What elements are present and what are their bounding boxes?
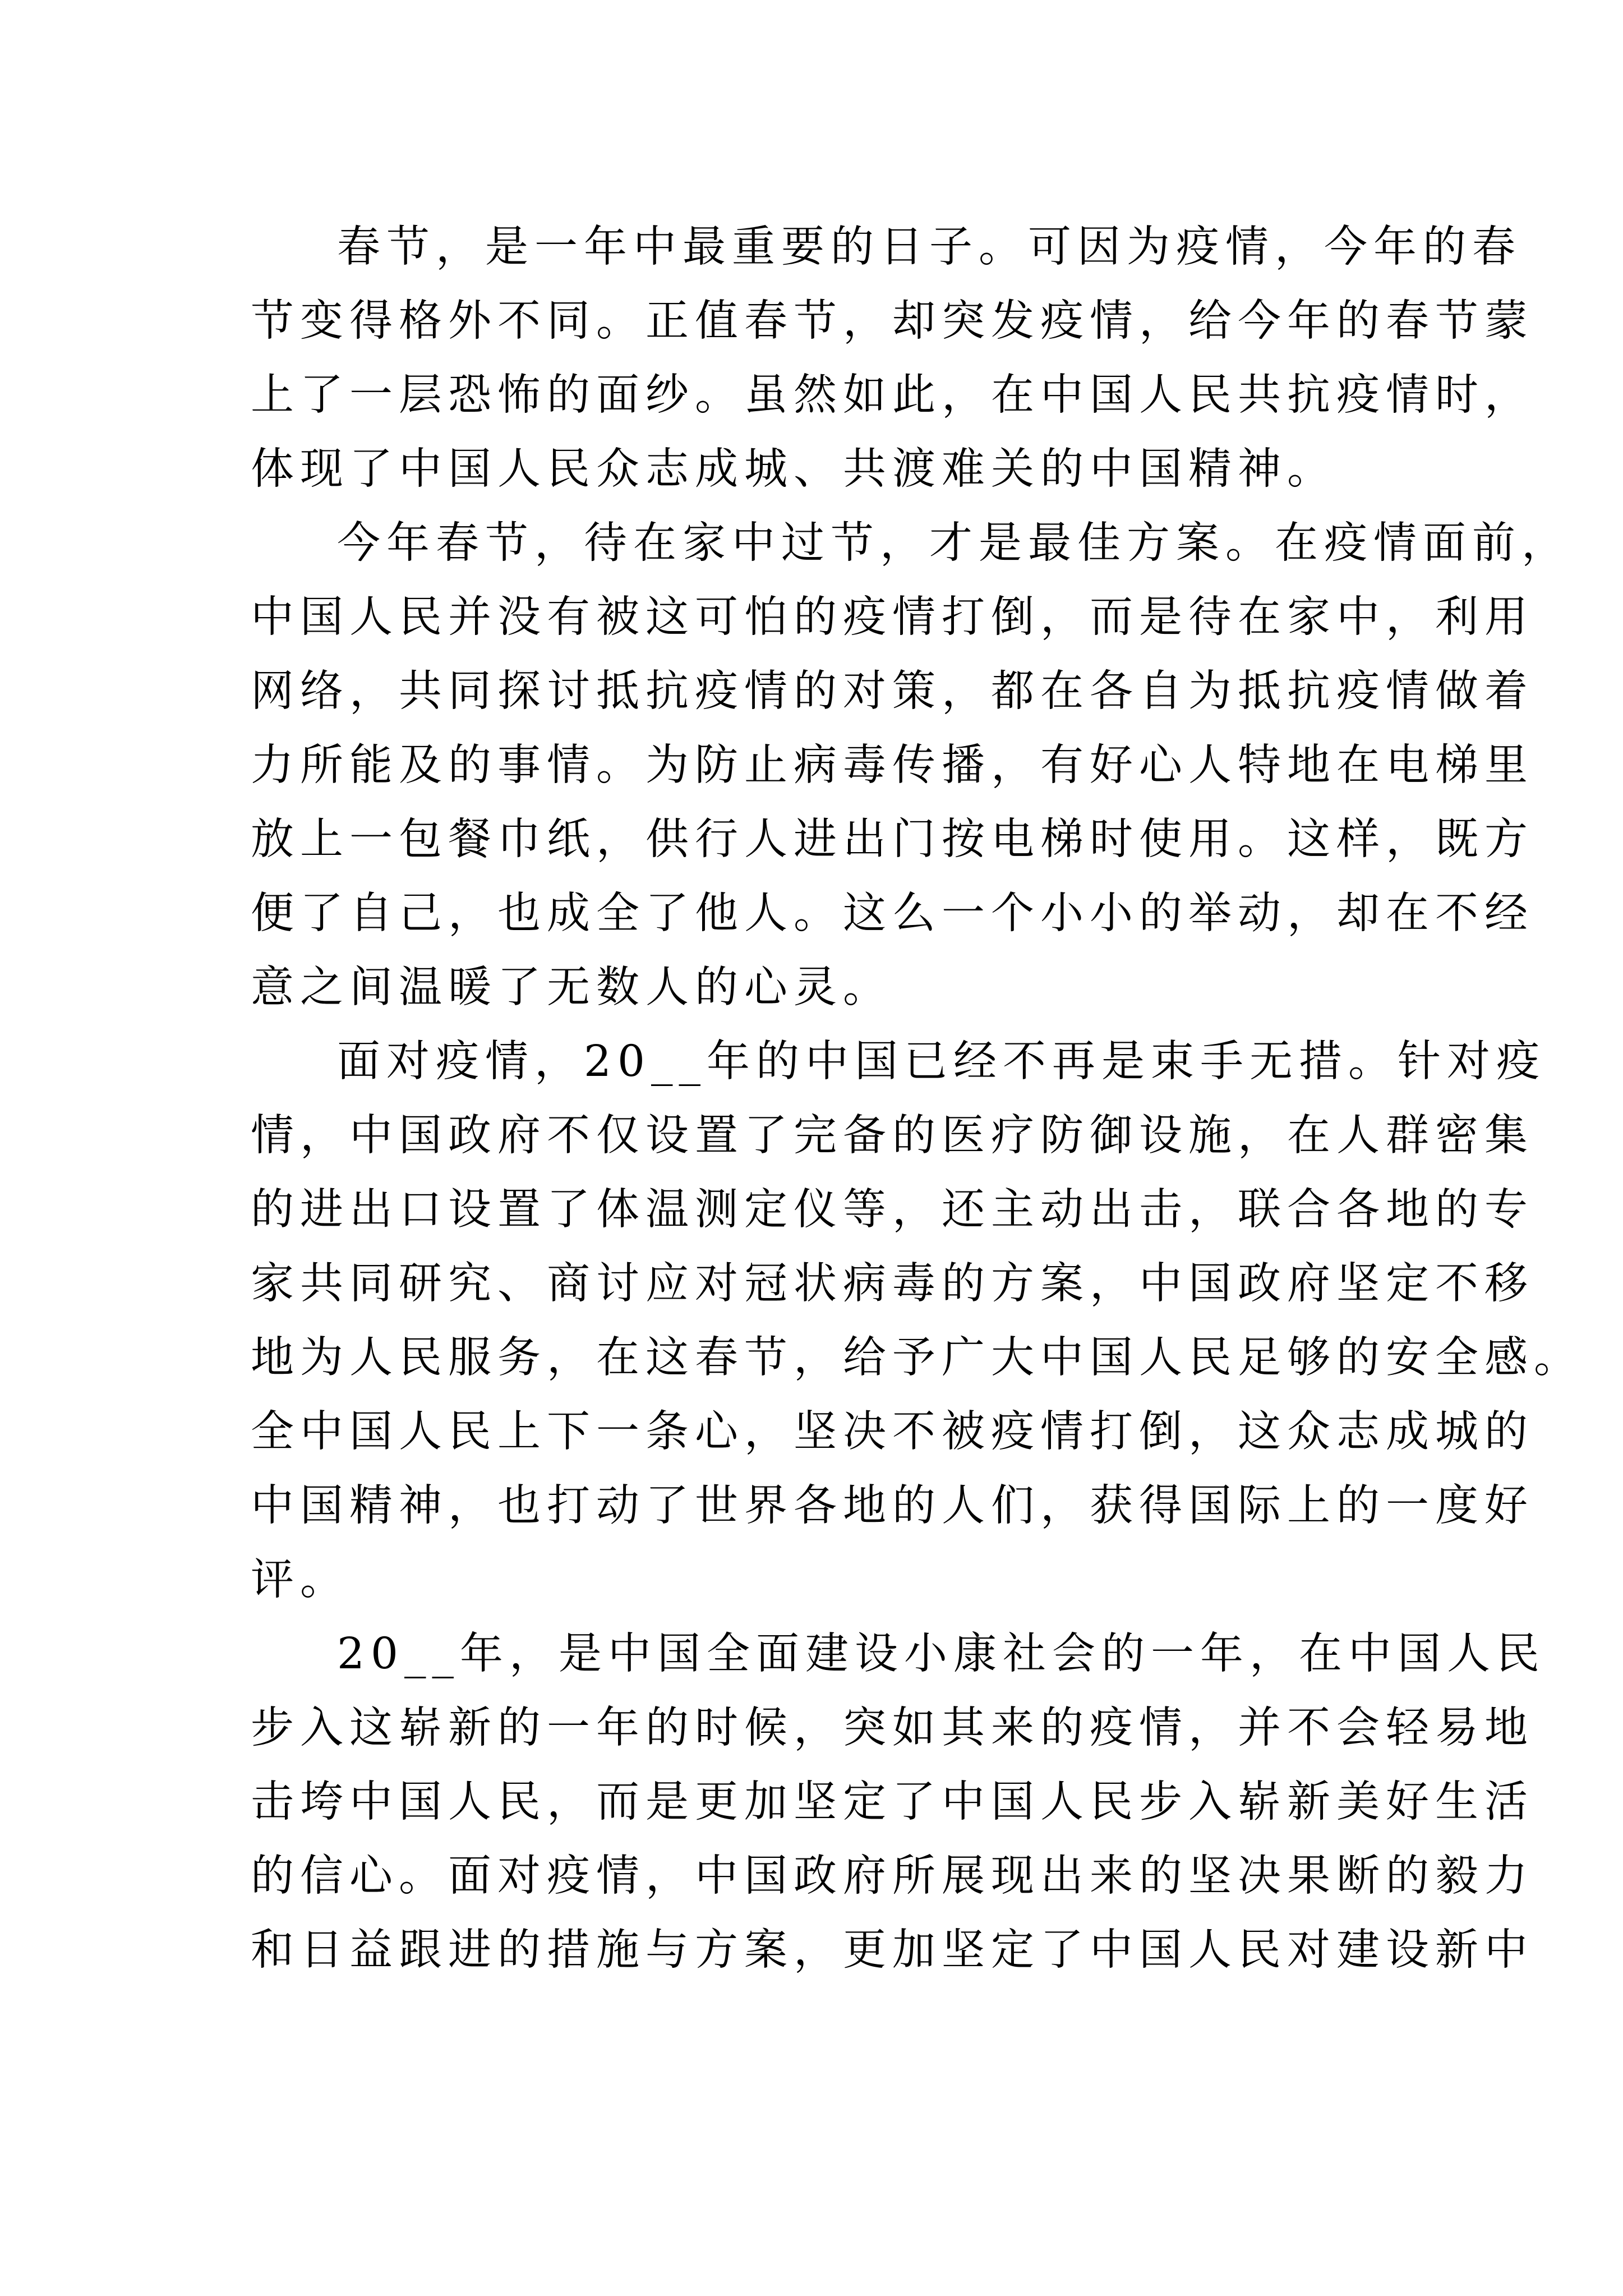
text-line: 地为人民服务，在这春节，给予广大中国人民足够的安全感。: [251, 1333, 1583, 1383]
text-line: 步入这崭新的一年的时候，突如其来的疫情，并不会轻易地: [251, 1703, 1534, 1753]
paragraph-2: [251, 507, 1571, 1025]
text-line: 中国人民并没有被这可怕的疫情打倒，而是待在家中，利用: [251, 592, 1534, 642]
text-line: 节变得格外不同。正值春节，却突发疫情，给今年的春节蒙: [251, 296, 1534, 346]
text-line: 全中国人民上下一条心，坚决不被疫情打倒，这众志成城的: [251, 1407, 1534, 1457]
text-line: 的信心。面对疫情，中国政府所展现出来的坚决果断的毅力: [251, 1851, 1534, 1901]
text-line: 面对疫情，20__年的中国已经不再是束手无措。针对疫: [337, 1037, 1546, 1087]
text-line: 力所能及的事情。为防止病毒传播，有好心人特地在电梯里: [251, 740, 1534, 790]
text-line: 和日益跟进的措施与方案，更加坚定了中国人民对建设新中: [251, 1925, 1534, 1975]
text-line: 便了自己，也成全了他人。这么一个小小的举动，却在不经: [251, 889, 1534, 938]
text-line: 春节，是一年中最重要的日子。可因为疫情，今年的春: [337, 222, 1521, 272]
paragraph-4: [251, 1617, 1546, 1987]
document-body: [251, 210, 1583, 1987]
paragraph-3: [251, 1025, 1583, 1617]
text-line: 中国精神，也打动了世界各地的人们，获得国际上的一度好: [251, 1481, 1534, 1531]
text-line: 网络，共同探讨抵抗疫情的对策，都在各自为抵抗疫情做着: [251, 666, 1534, 716]
text-line: 家共同研究、商讨应对冠状病毒的方案，中国政府坚定不移: [251, 1259, 1534, 1309]
text-line: 评。: [251, 1555, 349, 1605]
text-line: 今年春节，待在家中过节，才是最佳方案。在疫情面前，: [337, 518, 1571, 568]
text-line: 击垮中国人民，而是更加坚定了中国人民步入崭新美好生活: [251, 1777, 1534, 1827]
paragraph-1: [251, 210, 1534, 507]
text-line: 体现了中国人民众志成城、共渡难关的中国精神。: [251, 444, 1336, 494]
text-line: 意之间温暖了无数人的心灵。: [251, 963, 892, 1013]
text-line: 上了一层恐怖的面纱。虽然如此，在中国人民共抗疫情时，: [251, 370, 1534, 420]
text-line: 情，中国政府不仅设置了完备的医疗防御设施，在人群密集: [251, 1111, 1534, 1161]
text-line: 的进出口设置了体温测定仪等，还主动出击，联合各地的专: [251, 1185, 1534, 1235]
text-line: 放上一包餐巾纸，供行人进出门按电梯时使用。这样，既方: [251, 815, 1534, 864]
text-line: 20__年，是中国全面建设小康社会的一年，在中国人民: [337, 1629, 1546, 1679]
